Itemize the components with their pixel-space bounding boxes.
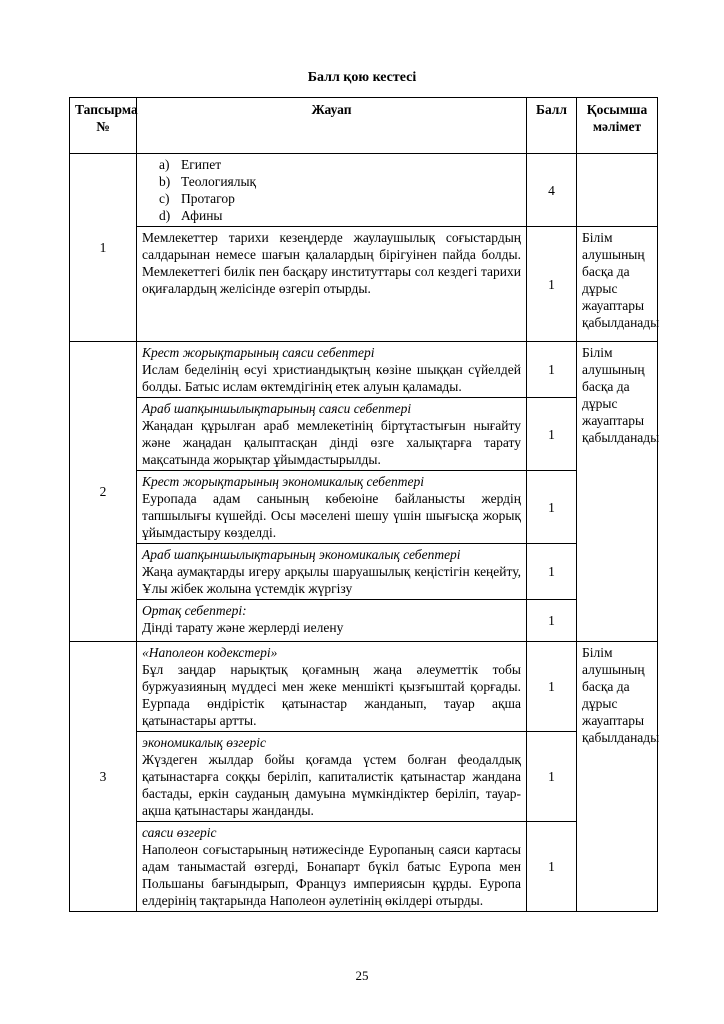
score-cell: 1: [527, 398, 577, 471]
table-row: [70, 732, 658, 822]
task-number: 1: [70, 154, 137, 342]
table-row: [70, 544, 658, 600]
header-task: Тапсырма №: [70, 98, 137, 154]
score-cell: 1: [527, 642, 577, 732]
list-item: c) Протагор: [159, 191, 235, 206]
score-cell: 1: [527, 227, 577, 342]
header-extra: Қосымша мәлімет: [577, 98, 658, 154]
score-table: [69, 97, 658, 912]
score-cell: 1: [527, 732, 577, 822]
score-cell: 1: [527, 544, 577, 600]
score-cell: 1: [527, 822, 577, 912]
header-row: [70, 98, 658, 154]
table-row: [70, 642, 658, 732]
part-text: Бұл заңдар нарықтық қоғамның жаңа әлеуметтік тобы буржуазияның мүддесі мен жеке меншікті қызғыштай қорғады. Еурпада өндірістік қатынастар жанданып, тауар ақша қатынастары артты.: [142, 662, 521, 728]
table-row: [70, 471, 658, 544]
header-score: Балл: [527, 98, 577, 154]
extra-info: Білім алушының басқа да дұрыс жауаптары қабылданады: [577, 642, 658, 912]
answer-part: [137, 471, 527, 544]
table-row: [70, 822, 658, 912]
options-list: [142, 156, 521, 224]
page-number: 25: [355, 968, 369, 983]
page-title: Балл қою кестесі: [307, 70, 417, 85]
part-text: Жүздеген жылдар бойы қоғамда үстем болған феодалдық қатынастарға соққы беріліп, капиталистік қатынастар жандана бастады, еркін сауданың дамуына мүмкіндіктер беріліп, тауар-ақша қатынастары жанданды.: [142, 752, 521, 818]
answer-part: [137, 544, 527, 600]
answer-part: [137, 732, 527, 822]
list-item: b) Теологиялық: [159, 174, 257, 189]
table-row: [70, 342, 658, 398]
part-heading: Араб шапқыншылықтарының саяси себептері: [142, 401, 412, 416]
part-text: Жаңа аумақтарды игеру арқылы шаруашылық кеңістігін кеңейту, Ұлы жібек жолына үстемдік жүргізу: [142, 564, 521, 596]
score-cell: 4: [527, 154, 577, 227]
task-number: 2: [70, 342, 137, 642]
answer-part: [137, 600, 527, 642]
part-text: Ислам беделінің өсуі христиандықтың көзіне шыққан сүйелдей болды. Батыс ислам өктемдігінің етек алуын қаламады.: [142, 362, 521, 394]
task-number: 3: [70, 642, 137, 912]
table-row: [70, 227, 658, 342]
extra-info: Білім алушының басқа да дұрыс жауаптары қабылданады: [577, 227, 658, 342]
list-item: a) Египет: [159, 157, 222, 172]
table-row: [70, 600, 658, 642]
part-heading: «Наполеон кодекстері»: [142, 645, 278, 660]
part-heading: Крест жорықтарының саяси себептері: [142, 345, 375, 360]
answer-part: [137, 822, 527, 912]
table-row: [70, 398, 658, 471]
score-cell: 1: [527, 471, 577, 544]
score-cell: 1: [527, 342, 577, 398]
part-heading: саяси өзгеріс: [142, 825, 217, 840]
answer-options: [137, 154, 527, 227]
part-heading: Крест жорықтарының экономикалық себептері: [142, 474, 424, 489]
part-heading: Араб шапқыншылықтарының экономикалық себептері: [142, 547, 461, 562]
answer-part: [137, 642, 527, 732]
answer-part: [137, 398, 527, 471]
part-text: Жаңадан құрылған араб мемлекетінің біртұтастығын нығайту және жаңадан қалыптасқан дінді өзге халықтарға тарату мақсатында жорықтар ұйымдастырылды.: [142, 418, 521, 467]
part-text: Наполеон соғыстарының нәтижесінде Еуропаның саяси картасы адам танымастай өзгерді, Бонапарт бүкіл батыс Еуропа мен Польшаны бағындырып, Француз империясын құрды. Еуропа елдерінің тақтарында Наполеон әулетінің өкілдері отырды.: [142, 842, 521, 908]
part-heading: Ортақ себептері:: [142, 603, 247, 618]
part-text: Еуропада адам санының көбеюіне байланысты жердің тапшылығы күшейді. Осы мәселені шешу үшін шығысқа жорық ұйымдастыру көзделді.: [142, 491, 521, 540]
extra-info: Білім алушының басқа да дұрыс жауаптары қабылданады: [577, 342, 658, 642]
score-cell: 1: [527, 600, 577, 642]
header-answer: Жауап: [137, 98, 527, 154]
answer-part: [137, 342, 527, 398]
answer-text: Мемлекеттер тарихи кезеңдерде жаулаушылық соғыстардың салдарынан немесе шағын қалалардың бірігуінен пайда болды. Мемлекеттегі билік пен басқару институттары сол кездегі тарихи оқиғалардың желісінде өзгеріп отырды.: [137, 227, 527, 342]
list-item: d) Афины: [159, 208, 223, 223]
part-text: Дінді тарату және жерлерді иелену: [142, 620, 344, 635]
table-row: [70, 154, 658, 227]
part-heading: экономикалық өзгеріс: [142, 735, 267, 750]
